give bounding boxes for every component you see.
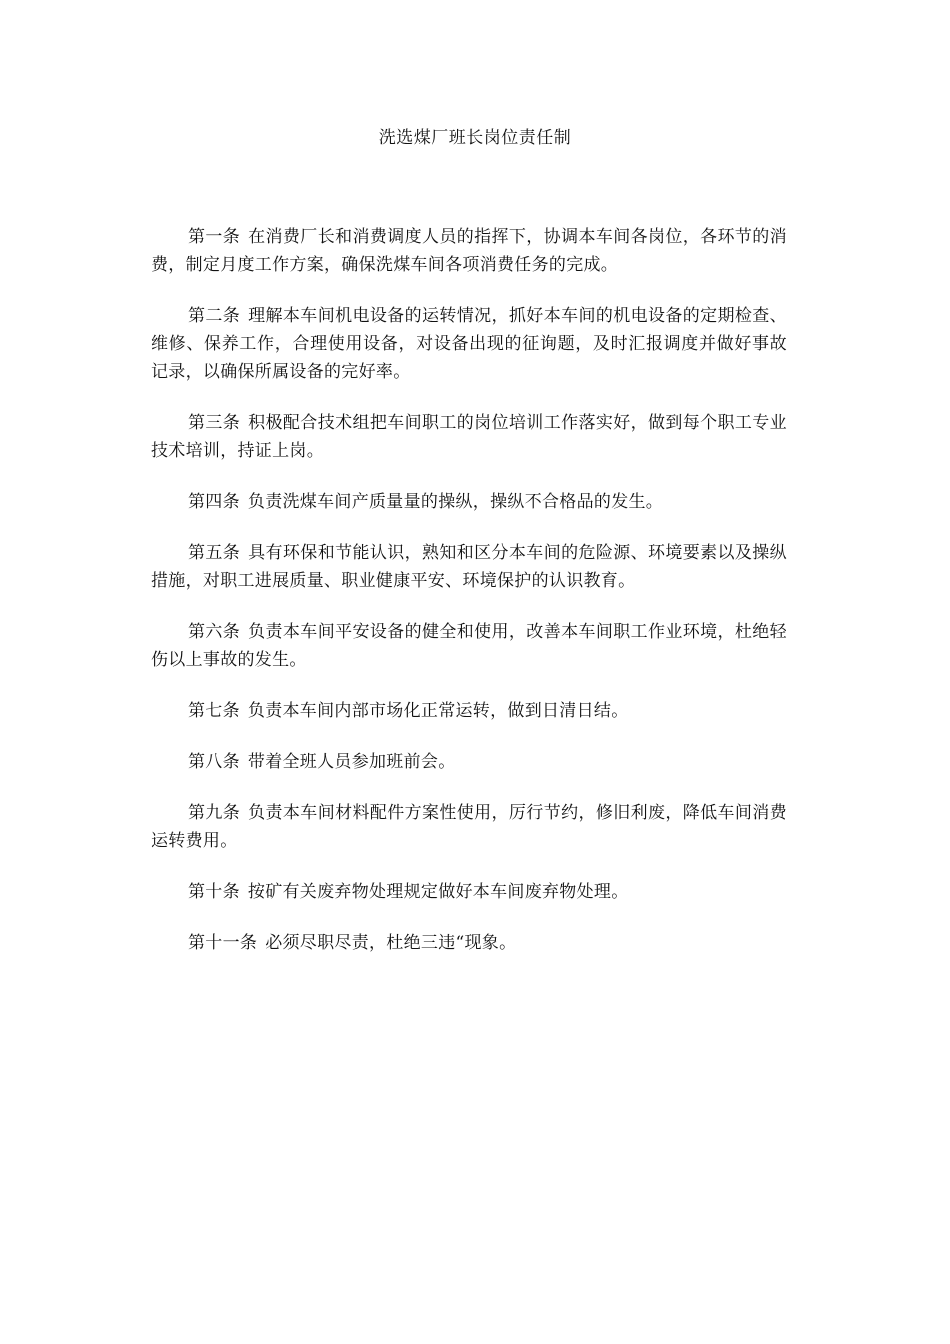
article-text: 积极配合技术组把车间职工的岗位培训工作落实好，做到每个职工专业技术培训，持证上岗。: [151, 413, 787, 461]
article-10: [151, 878, 787, 906]
article-number: 第七条: [188, 701, 240, 721]
document-body: [151, 223, 787, 980]
article-3: [151, 409, 787, 465]
article-number: 第六条: [188, 622, 241, 642]
article-number: 第五条: [188, 543, 241, 563]
article-text: 负责洗煤车间产质量量的操纵，操纵不合格品的发生。: [247, 492, 664, 512]
article-text: 负责本车间内部市场化正常运转，做到日清日结。: [247, 701, 629, 721]
article-2: [151, 302, 787, 386]
article-number: 第四条: [188, 492, 240, 512]
article-number: 第三条: [188, 413, 241, 433]
article-number: 第二条: [188, 306, 241, 326]
article-text: 具有环保和节能认识，熟知和区分本车间的危险源、环境要素以及操纵措施，对职工进展质量、职业健康平安、环境保护的认识教育。: [151, 543, 787, 591]
article-text: 在消费厂长和消费调度人员的指挥下，协调本车间各岗位，各环节的消费，制定月度工作方案，确保洗煤车间各项消费任务的完成。: [151, 227, 787, 275]
article-number: 第八条: [188, 752, 240, 772]
article-7: [151, 697, 787, 725]
article-number: 第十条: [188, 882, 240, 902]
article-1: [151, 223, 787, 279]
article-text: 按矿有关废弃物处理规定做好本车间废弃物处理。: [247, 882, 629, 902]
article-number: 第一条: [188, 227, 241, 247]
article-5: [151, 539, 787, 595]
article-9: [151, 799, 787, 855]
article-6: [151, 618, 787, 674]
article-text: 负责本车间材料配件方案性使用，厉行节约，修旧利废，降低车间消费运转费用。: [151, 803, 787, 851]
article-number: 第十一条: [188, 933, 258, 953]
article-text: 带着全班人员参加班前会。: [247, 752, 456, 772]
article-4: [151, 488, 787, 516]
document-title: 洗选煤厂班长岗位责任制: [378, 128, 572, 148]
article-text: 负责本车间平安设备的健全和使用，改善本车间职工作业环境，杜绝轻伤以上事故的发生。: [151, 622, 787, 670]
article-8: [151, 748, 787, 776]
article-11: [151, 929, 787, 957]
article-text: 理解本车间机电设备的运转情况，抓好本车间的机电设备的定期检查、维修、保养工作，合理使用设备，对设备出现的征询题，及时汇报调度并做好事故记录，以确保所属设备的完好率。: [151, 306, 787, 382]
article-text: 必须尽职尽责，杜绝三违“现象。: [265, 933, 517, 953]
article-number: 第九条: [188, 803, 241, 823]
